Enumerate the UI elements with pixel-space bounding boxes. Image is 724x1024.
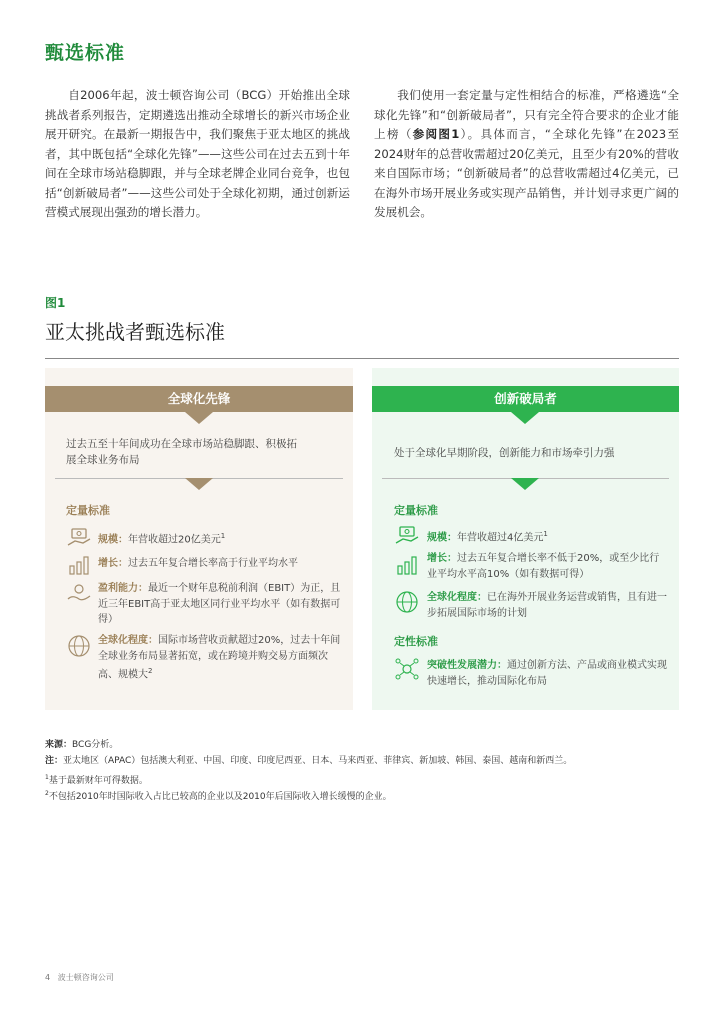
right-item-globalization: 全球化程度：已在海外开展业务运营或销售，且有进一步拓展国际市场的计划 bbox=[427, 592, 667, 619]
intro-paragraph-left: 自2006年起，波士顿咨询公司（BCG）开始推出全球挑战者系列报告，定期遴选出推动全球增长的新兴市场企业展开研究。在最新一期报告中，我们聚焦于亚太地区的挑战者，其中既包括“全球化先锋”——这些公司在过去五到十年间在全球市场站稳脚跟，并与全球老牌企业同台竞争，也包括“创新破局者”——这些公司处于全球化初期，通过创新运营模式展现出强劲的增长潜力。 bbox=[45, 88, 350, 219]
left-item-profit: 盈利能力：最近一个财年息税前利润（EBIT）为正，且近三年EBIT高于亚太地区同行业平均水平（如有数据可得） bbox=[98, 583, 341, 625]
left-item-globalization: 全球化程度：国际市场营收贡献超过20%，过去十年间全球业务布局显著拓宽，或在跨境并购交易方面频次高、规模大$^2$ bbox=[98, 635, 341, 681]
growth-bars-icon bbox=[394, 552, 420, 576]
right-panel-banner: 创新破局者 bbox=[372, 386, 679, 412]
footer-company: 波士顿咨询公司 bbox=[57, 973, 114, 982]
left-divider-arrow bbox=[185, 478, 213, 490]
right-qual-title: 定性标准 bbox=[394, 635, 438, 648]
figure-label: 图1 bbox=[45, 296, 66, 310]
right-item-breakthrough: 突破性发展潜力：通过创新方法、产品或商业模式实现快速增长，推动国际化布局 bbox=[427, 660, 667, 687]
page-number: 4 bbox=[45, 973, 51, 982]
right-divider-arrow bbox=[511, 478, 539, 490]
network-icon bbox=[394, 657, 420, 681]
money-hand-icon bbox=[66, 525, 92, 549]
left-quant-title: 定量标准 bbox=[66, 504, 110, 517]
money-hand-icon bbox=[394, 523, 420, 547]
figure-divider bbox=[45, 358, 679, 359]
right-item-scale: 规模：年营收超过4亿美元$^1$ bbox=[427, 530, 548, 544]
left-banner-arrow bbox=[185, 412, 213, 424]
growth-bars-icon bbox=[66, 552, 92, 576]
footnote-1: $^1$基于最新财年可得数据。 bbox=[45, 774, 148, 786]
page-footer bbox=[45, 972, 114, 983]
left-item-scale: 规模：年营收超过20亿美元$^1$ bbox=[98, 532, 226, 546]
left-panel-banner: 全球化先锋 bbox=[45, 386, 353, 412]
section-title: 甄选标准 bbox=[45, 42, 126, 64]
figure-title: 亚太挑战者甄选标准 bbox=[45, 320, 225, 344]
intro-paragraph-right: 我们使用一套定量与定性相结合的标准，严格遴选“全球化先锋”和“创新破局者”，只有完全符合要求的企业才能上榜（参阅图1）。具体而言，“全球化先锋”在2023至2024财年的总营收需超过20亿美元，且至少有20%的营收来自国际市场；“创新破局者”的总营收需超过4亿美元，已在海外市场开展业务或实现产品销售，并计划寻求更广阔的发展机会。 bbox=[374, 88, 679, 219]
globe-icon bbox=[66, 634, 92, 658]
source-note: 来源：BCG分析。 bbox=[45, 740, 119, 750]
right-panel-description: 处于全球化早期阶段，创新能力和市场牵引力强 bbox=[394, 447, 615, 459]
figure-reference-link[interactable]: 参阅图1 bbox=[412, 127, 460, 141]
region-note: 注：亚太地区（APAC）包括澳大利亚、中国、印度、印度尼西亚、日本、马来西亚、菲律宾、新加坡、韩国、泰国、越南和新西兰。 bbox=[45, 756, 573, 766]
globe-icon bbox=[394, 590, 420, 614]
left-item-growth: 增长：过去五年复合增长率高于行业平均水平 bbox=[98, 558, 298, 569]
footnote-2: $^2$不包括2010年时国际收入占比已较高的企业以及2010年后国际收入增长缓慢的企业。 bbox=[45, 790, 392, 802]
right-item-growth: 增长：过去五年复合增长率不低于20%，或至少比行业平均水平高10%（如有数据可得） bbox=[427, 553, 660, 580]
right-quant-title: 定量标准 bbox=[394, 504, 438, 517]
right-banner-arrow bbox=[511, 412, 539, 424]
left-panel-description: 过去五至十年间成功在全球市场站稳脚跟、积极拓展全球业务布局 bbox=[66, 438, 297, 466]
profit-hand-icon bbox=[66, 582, 92, 606]
